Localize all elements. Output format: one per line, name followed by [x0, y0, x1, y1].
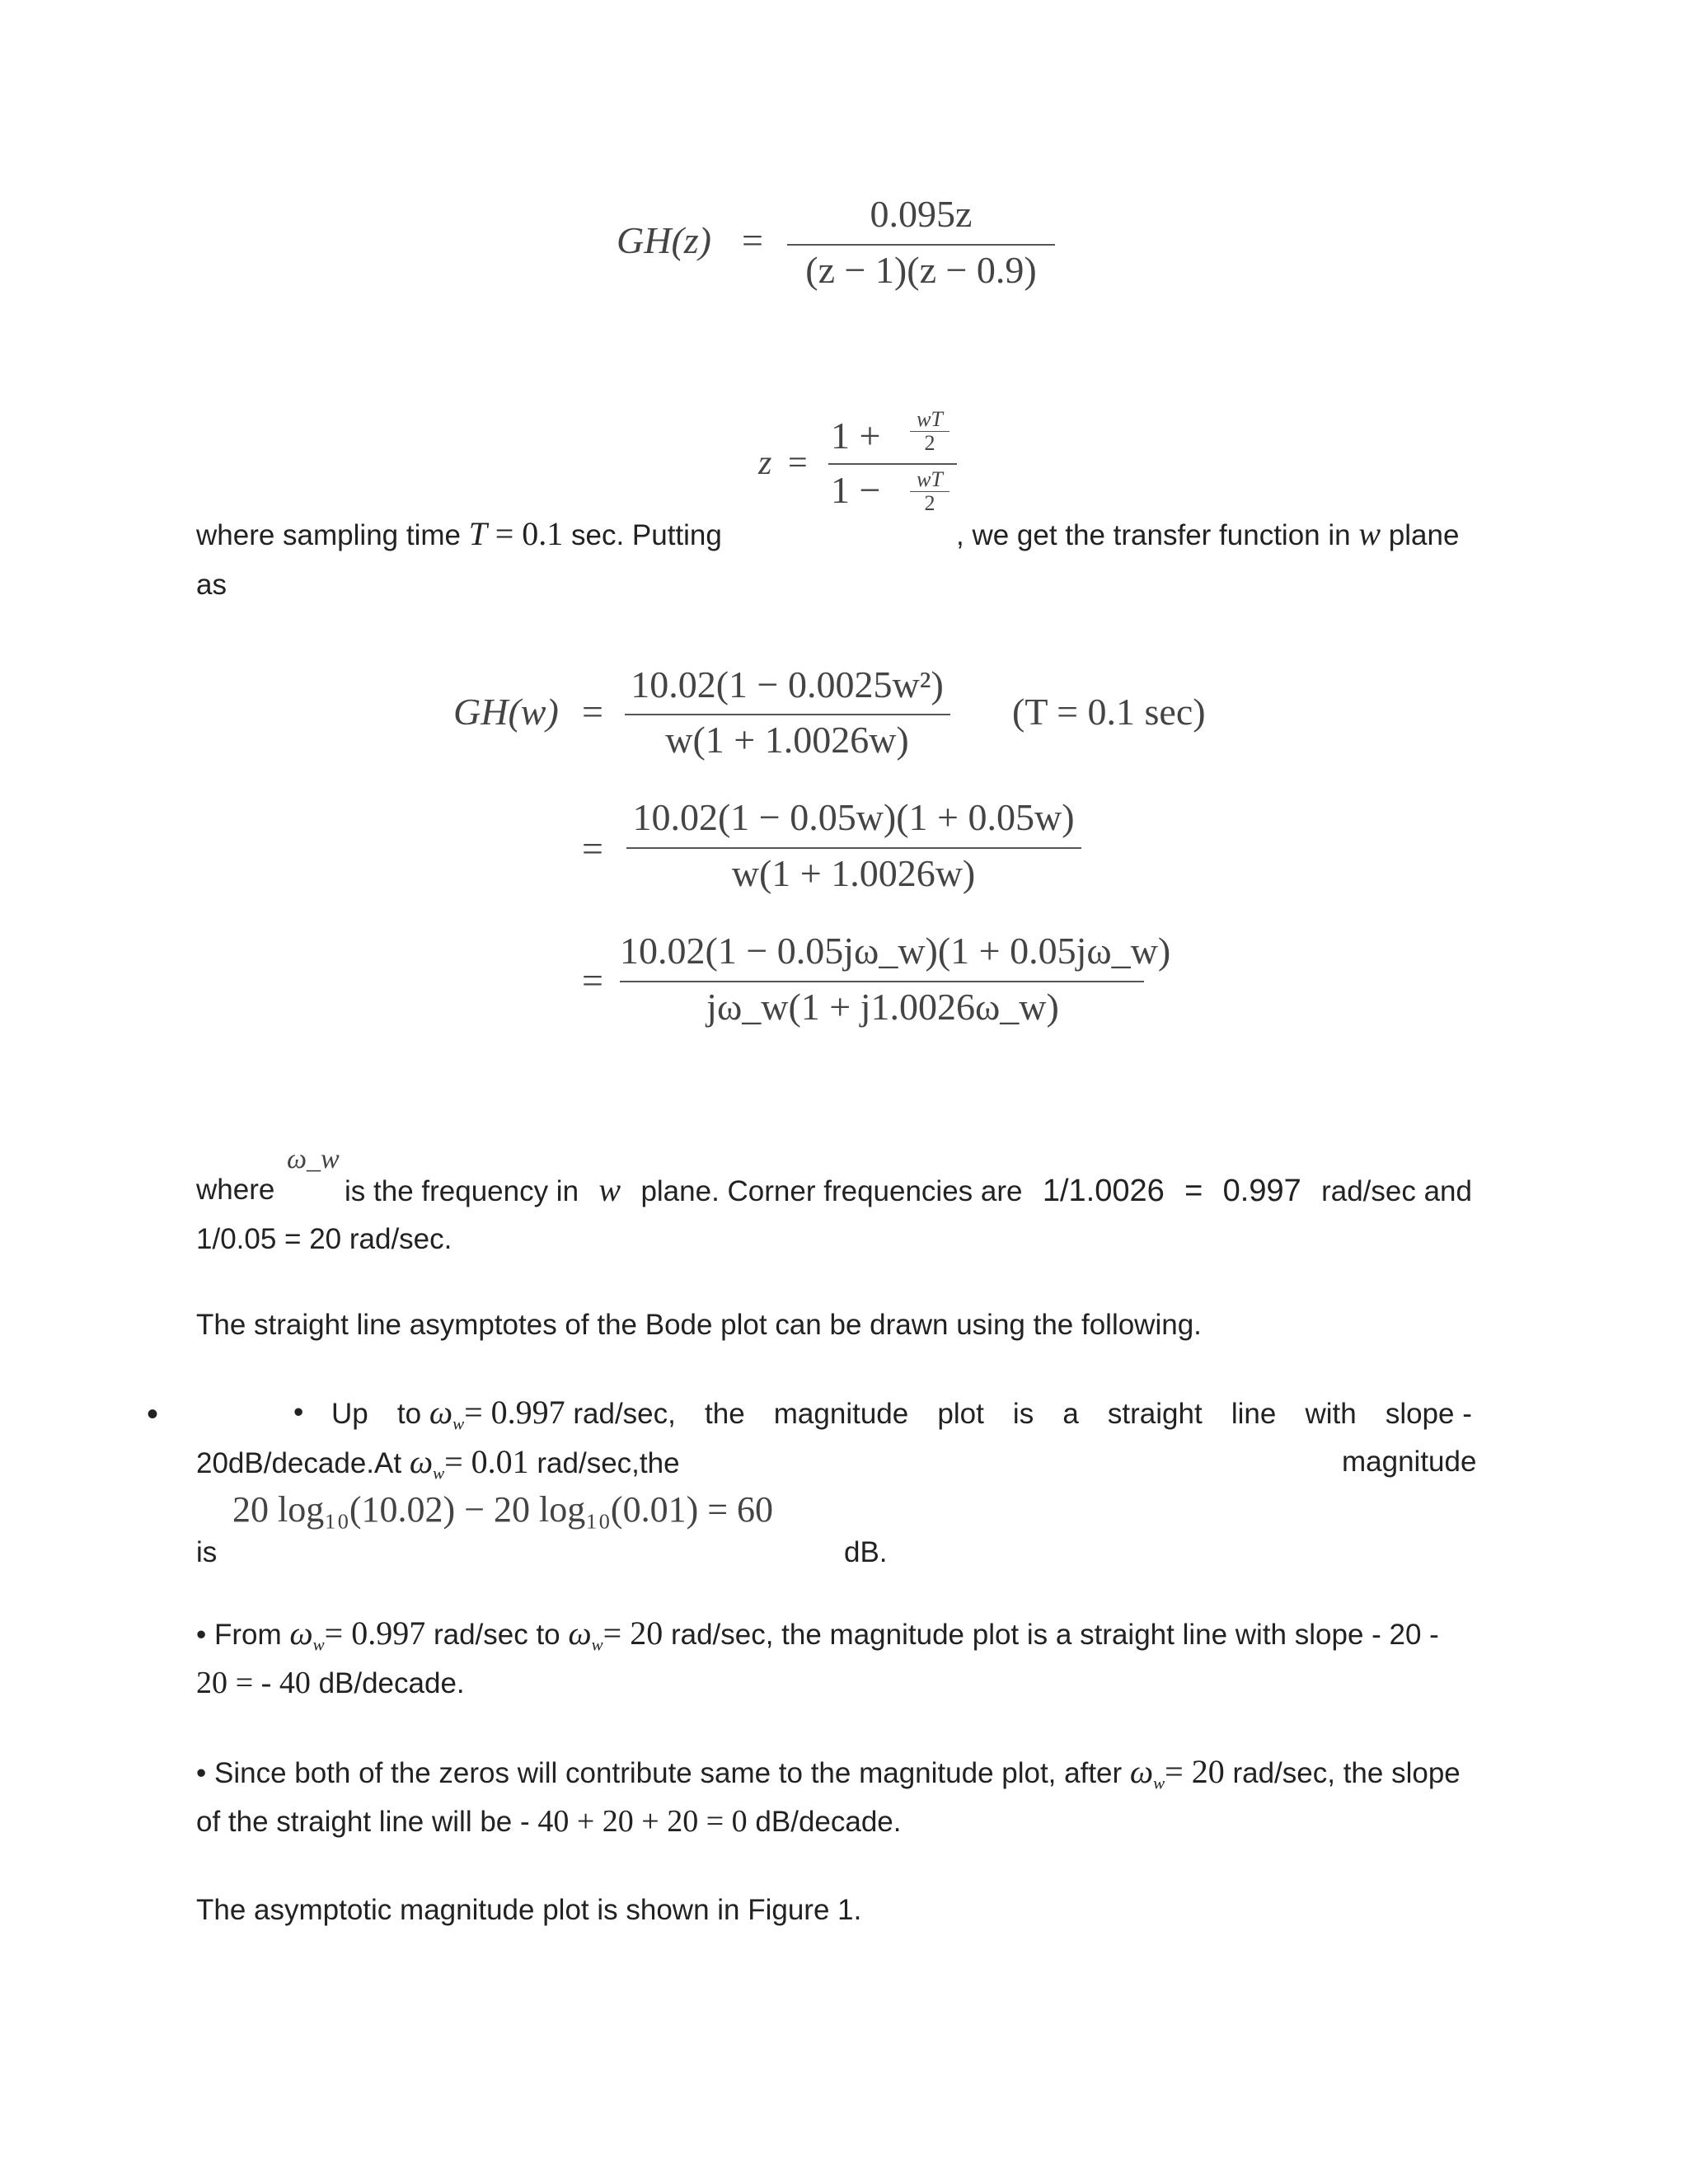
para1-w-symbol: w [1358, 515, 1381, 552]
eq1-numerator: 0.095z [870, 193, 973, 235]
eq3-row2-bar [626, 847, 1081, 849]
bullet1-omega-value: = 0.997 [464, 1394, 565, 1431]
eq2-den-frac-top: wT [917, 467, 943, 491]
bullet2-text-2: rad/sec to [433, 1619, 560, 1651]
bullet1-word-6: plot [937, 1398, 984, 1430]
bullet2-value-2: = 20 [603, 1615, 663, 1652]
bullet1-word-4: the [705, 1398, 745, 1430]
para2-eq: = [1184, 1174, 1203, 1208]
eq3-eqsign-1: = [582, 691, 603, 733]
eq1-lhs: GH(z) [617, 219, 711, 261]
bullet3-line2-a: of the straight line will be - [196, 1806, 530, 1838]
bullet1-line2-a: 20dB/decade.At [196, 1447, 402, 1479]
para2-val-2: 0.997 [1222, 1174, 1301, 1208]
para2-omega-label: ω_w [287, 1144, 340, 1174]
bullet1-word-7: is [1012, 1398, 1034, 1430]
eq2-lhs: z [758, 444, 772, 482]
bullet1-word-12: slope - [1385, 1398, 1472, 1430]
eq1-fraction-bar [787, 244, 1055, 246]
bullet2-line1 [196, 1617, 1472, 1661]
bullet3-omega: ω [1129, 1753, 1154, 1790]
bullet1-word-8: a [1062, 1398, 1079, 1430]
para1-line2: as [196, 569, 227, 601]
bullet3-line1 [196, 1755, 1472, 1799]
eq2-num-frac-top: wT [917, 407, 943, 431]
bullet1-outer-marker: • [147, 1396, 159, 1432]
para2-where: where [196, 1174, 275, 1206]
para1-T-symbol: T [468, 515, 487, 552]
eq2-fraction-bar [828, 463, 957, 465]
para1-T-value: = 0.1 [495, 515, 564, 552]
para2-val-1: 1/1.0026 [1042, 1174, 1165, 1208]
para2-line2: 1/0.05 = 20 rad/sec. [196, 1223, 452, 1255]
bullet3-text-2: rad/sec, the slope [1232, 1757, 1461, 1789]
eq3-row1-note: (T = 0.1 sec) [1012, 691, 1206, 733]
eq2-num-one: 1 + [831, 415, 881, 457]
bullet1-omega-sub: w [452, 1413, 465, 1434]
para2-text-3: rad/sec and [1321, 1175, 1472, 1207]
para1-text-d: plane [1388, 519, 1460, 551]
bullet1-line2-value: = 0.01 [444, 1443, 529, 1480]
para2-line1 [345, 1171, 1472, 1208]
para1-text-c: , we get the transfer function in [956, 519, 1351, 551]
eq2-den-one: 1 − [831, 469, 881, 511]
eq3-lhs: GH(w) [453, 691, 559, 733]
para1-text-b: sec. Putting [570, 519, 722, 551]
bullet2-value-1: = 0.997 [324, 1615, 426, 1652]
para1-line1-left [196, 515, 722, 552]
paragraph-figure-reference: The asymptotic magnitude plot is shown in Figure 1. [196, 1894, 862, 1926]
bullet1-omega: ω [429, 1394, 453, 1431]
eq3-row3-numerator: 10.02(1 − 0.05jω_w)(1 + 0.05jω_w) [620, 930, 1171, 972]
eq3-row3-denominator: jω_w(1 + j1.0026ω_w) [706, 986, 1059, 1028]
bullet1-db: dB. [844, 1536, 888, 1568]
eq3-row2-denominator: w(1 + 1.0026w) [731, 852, 976, 894]
bullet1-formula: 20 log₁₀(10.02) − 20 log₁₀(0.01) = 60 [232, 1489, 774, 1530]
bullet2-omega-1: ω [289, 1615, 313, 1652]
bullet2-omega-2: ω [568, 1615, 592, 1652]
bullet2-line2-a: 20 [196, 1666, 227, 1700]
eq3-row2-numerator: 10.02(1 − 0.05w)(1 + 0.05w) [632, 796, 1075, 838]
bullet2-line2 [196, 1666, 465, 1700]
bullet1-word-10: line [1231, 1398, 1277, 1430]
bullet1-line2-omega-sub: w [433, 1463, 445, 1483]
bullet3-omega-sub: w [1153, 1773, 1165, 1793]
bullet3-line2-b: 40 + 20 + 20 = 0 [537, 1804, 748, 1839]
bullet1-word-2: to [396, 1398, 422, 1430]
para2-w-symbol: w [598, 1171, 621, 1208]
bullet1-line2-magnitude: magnitude [1342, 1446, 1477, 1478]
bullet1-line1 [331, 1396, 1472, 1440]
bullet3-line2-c: dB/decade. [755, 1806, 902, 1838]
bullet1-word-1: Up [331, 1398, 368, 1430]
bullet2-text-3: rad/sec, the magnitude plot is a straight line with slope - 20 - [670, 1619, 1439, 1651]
eq3-row1-denominator: w(1 + 1.0026w) [665, 719, 909, 761]
bullet1-line2 [196, 1443, 680, 1489]
bullet2-line2-c: dB/decade. [318, 1667, 465, 1699]
eq3-row1-numerator: 10.02(1 − 0.0025w²) [631, 663, 944, 705]
eq2-eqsign: = [788, 444, 808, 482]
bullet1-line2-b: rad/sec,the [537, 1447, 680, 1479]
eq2-den-frac-bot: 2 [924, 491, 935, 515]
bullet1-word-3: rad/sec, [573, 1398, 676, 1430]
paragraph-asymptotes-intro: The straight line asymptotes of the Bode plot can be drawn using the following. [196, 1309, 1202, 1341]
bullet2-marker: • [196, 1619, 207, 1651]
bullet3-line2 [196, 1805, 902, 1839]
eq2-num-frac-bot: 2 [924, 431, 935, 455]
eq1-eqsign: = [742, 219, 763, 261]
bullet2-omega-1-sub: w [312, 1634, 325, 1655]
bullet1-word-5: magnitude [773, 1398, 909, 1430]
bullet2-line2-b: = - 40 [235, 1666, 311, 1700]
bullet1-inner-marker: • [293, 1396, 304, 1428]
eq3-row1-bar [625, 714, 950, 715]
eq1-denominator: (z − 1)(z − 0.9) [805, 249, 1037, 291]
bullet2-text-1: From [214, 1619, 282, 1651]
eq3-eqsign-3: = [582, 959, 603, 1001]
para2-text-1: is the frequency in [345, 1175, 579, 1207]
para1-line1-right [956, 515, 1460, 552]
bullet1-line2-omega: ω [409, 1443, 434, 1480]
para2-text-2: plane. Corner frequencies are [640, 1175, 1023, 1207]
bullet1-word-11: with [1305, 1398, 1357, 1430]
bullet1-is: is [196, 1536, 218, 1568]
para1-text-a: where sampling time [196, 519, 461, 551]
bullet1-word-9: straight [1107, 1398, 1203, 1430]
eq3-row3-bar [620, 981, 1144, 982]
bullet3-marker: • [196, 1757, 207, 1789]
bullet2-omega-2-sub: w [591, 1634, 603, 1655]
bullet3-text-1: Since both of the zeros will contribute same to the magnitude plot, after [214, 1757, 1123, 1789]
eq3-eqsign-2: = [582, 827, 603, 869]
bullet3-value: = 20 [1165, 1753, 1225, 1790]
